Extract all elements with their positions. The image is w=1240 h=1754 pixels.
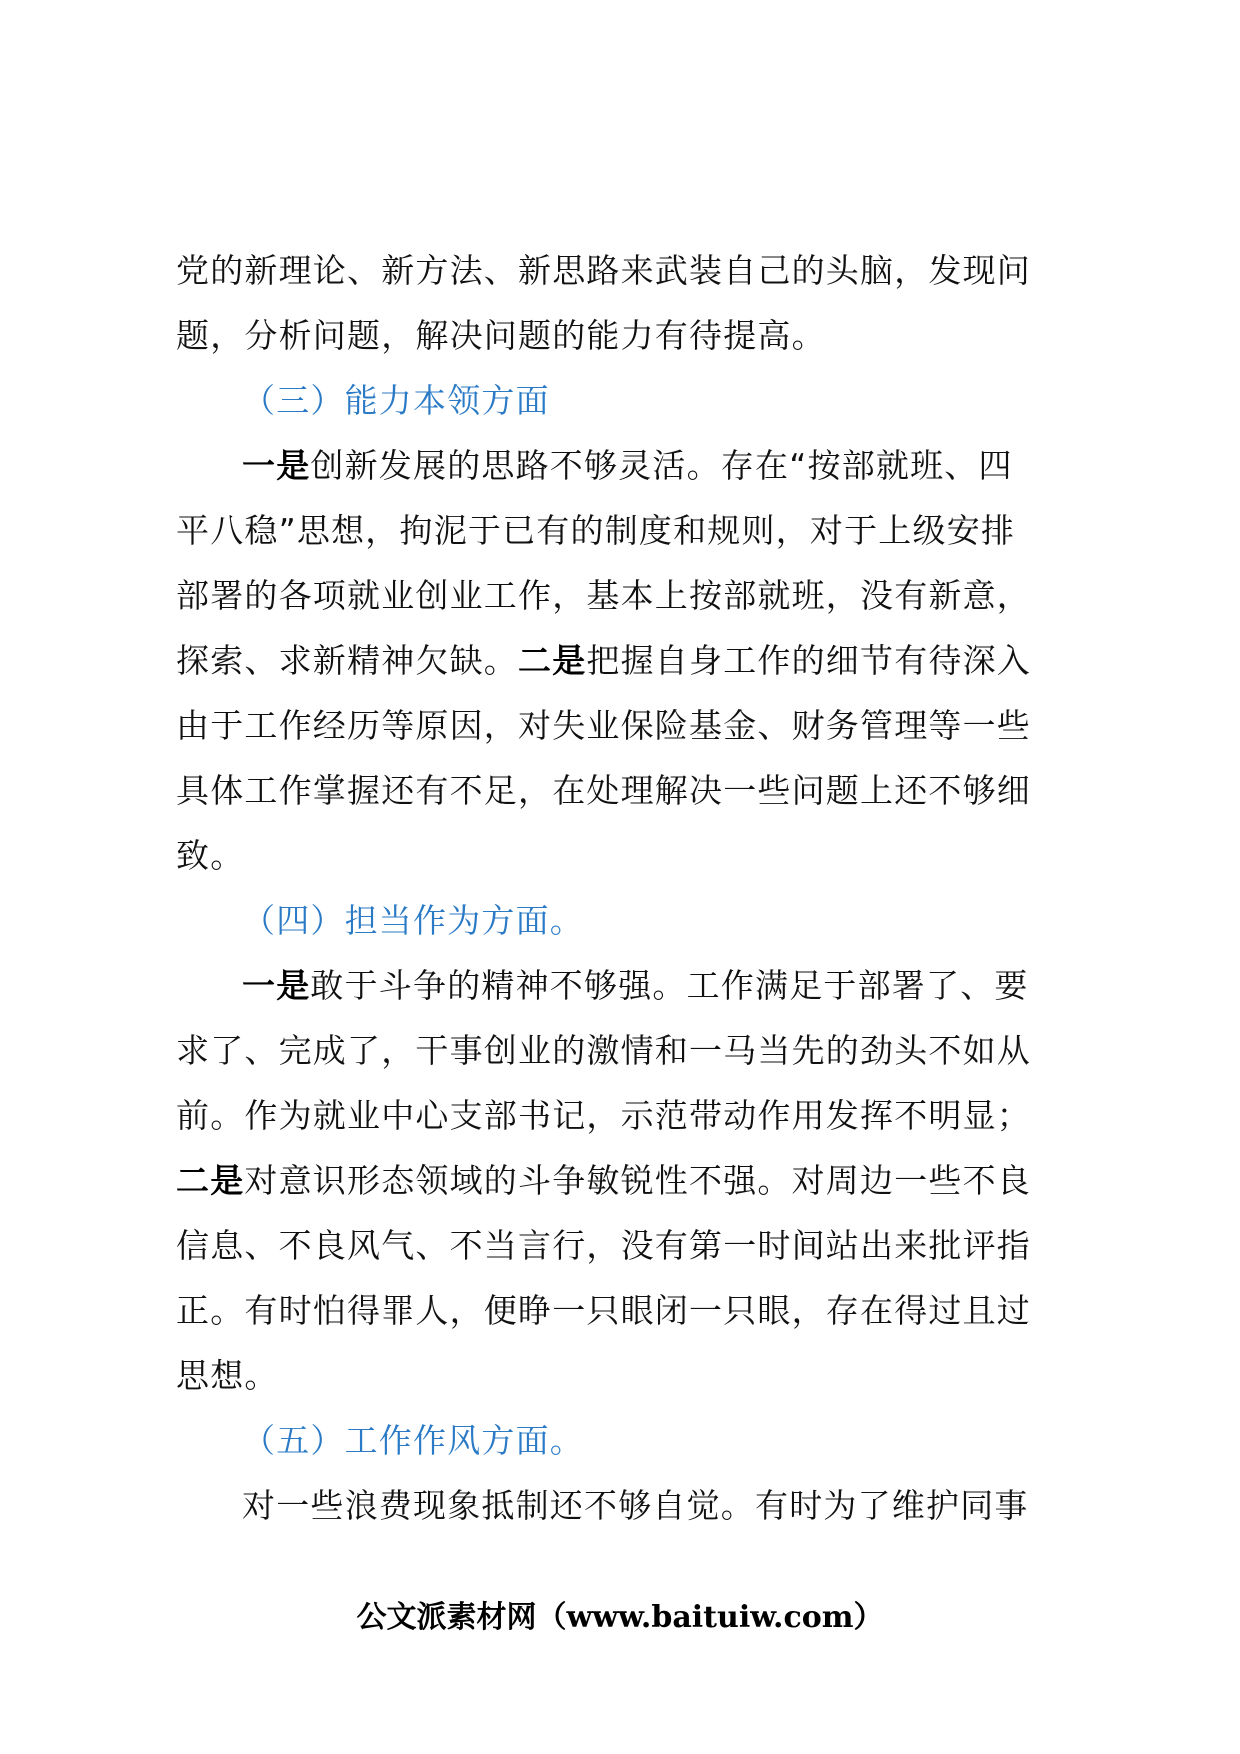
bold-lead: 二是 [176,1161,245,1200]
document-body [176,238,1076,1538]
bold-lead: 二是 [518,641,587,680]
text-line: 求了、完成了，干事创业的激情和一马当先的劲头不如从 [176,1031,1031,1070]
text-line: 信息、不良风气、不当言行，没有第一时间站出来批评指 [176,1226,1031,1265]
text-line: 部署的各项就业创业工作，基本上按部就班，没有新意， [176,576,1031,615]
text-line: 思想。 [176,1356,279,1395]
text-line: 一是敢于斗争的精神不够强。工作满足于部署了、要 [242,966,1029,1005]
text-line: 对一些浪费现象抵制还不够自觉。有时为了维护同事 [242,1486,1029,1525]
text-line: 一是创新发展的思路不够灵活。存在“按部就班、四 [242,446,1013,485]
text-line: 探索、求新精神欠缺。二是把握自身工作的细节有待深入 [176,641,1032,680]
bold-lead: 一是 [242,966,311,1005]
text-line: 题，分析问题，解决问题的能力有待提高。 [176,316,826,355]
section-heading-5: （五）工作作风方面。 [242,1421,584,1460]
text-line: 平八稳”思想，拘泥于已有的制度和规则，对于上级安排 [176,511,1016,550]
text-line: 致。 [176,836,245,875]
text-line: 具体工作掌握还有不足，在处理解决一些问题上还不够细 [176,771,1031,810]
text-line: 前。作为就业中心支部书记，示范带动作用发挥不明显； [176,1096,1031,1135]
section-heading-3: （三）能力本领方面 [242,381,550,420]
text-line: 由于工作经历等原因，对失业保险基金、财务管理等一些 [176,706,1031,745]
page-footer: 公文派素材网（www.baituiw.com） [356,1600,884,1635]
bold-lead: 一是 [242,446,311,485]
text-line: 党的新理论、新方法、新思路来武装自己的头脑，发现问 [176,251,1031,290]
text-line: 正。有时怕得罪人，便睁一只眼闭一只眼，存在得过且过 [176,1291,1031,1330]
section-heading-4: （四）担当作为方面。 [242,901,584,940]
text-line: 二是对意识形态领域的斗争敏锐性不强。对周边一些不良 [176,1161,1032,1200]
